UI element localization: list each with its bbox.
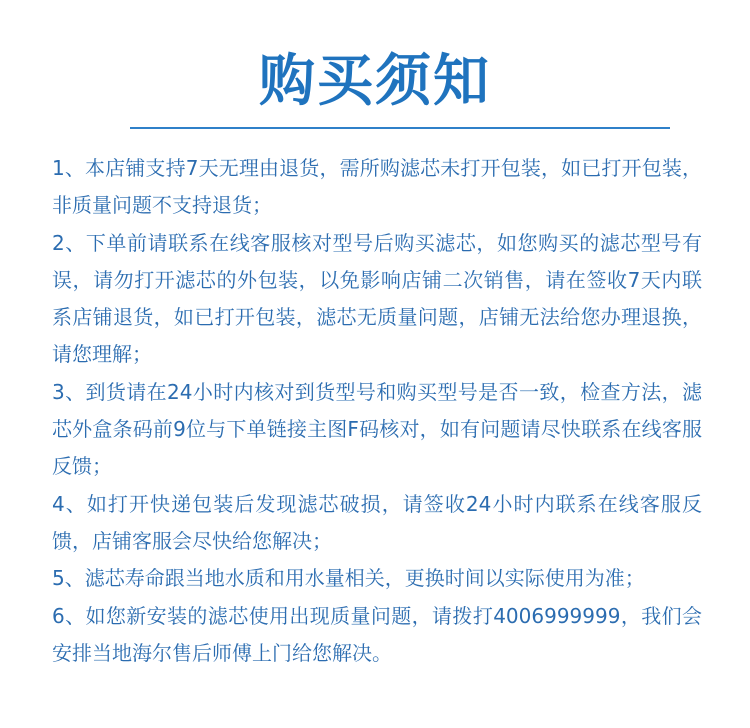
page-title: 购买须知 — [259, 49, 491, 114]
notice-item-quality-service: 6、如您新安装的滤芯使用出现质量问题，请拨打4006999999，我们会安排当地海尔售后师傅上门给您解决。 — [52, 603, 702, 665]
notice-item-filter-lifespan: 5、滤芯寿命跟当地水质和用水量相关，更换时间以实际使用为准； — [52, 566, 645, 591]
notice-list — [52, 150, 702, 672]
notice-item-return-policy: 1、本店铺支持7天无理由退货，需所购滤芯未打开包装，如已打开包装，非质量问题不支持退货； — [52, 156, 702, 218]
title-divider — [130, 127, 670, 129]
notice-item-model-check: 2、下单前请联系在线客服核对型号后购买滤芯，如您购买的滤芯型号有误，请勿打开滤芯的外包装，以免影响店铺二次销售，请在签收7天内联系店铺退货，如已打开包装，滤芯无质量问题，店铺无法给您办理退换，请您理解； — [52, 230, 702, 367]
notice-item-arrival-check: 3、到货请在24小时内核对到货型号和购买型号是否一致，检查方法，滤芯外盒条码前9位与下单链接主图F码核对，如有问题请尽快联系在线客服反馈； — [52, 379, 702, 479]
notice-item-damage-report: 4、如打开快递包装后发现滤芯破损，请签收24小时内联系在线客服反馈，店铺客服会尽快给您解决； — [52, 491, 702, 553]
